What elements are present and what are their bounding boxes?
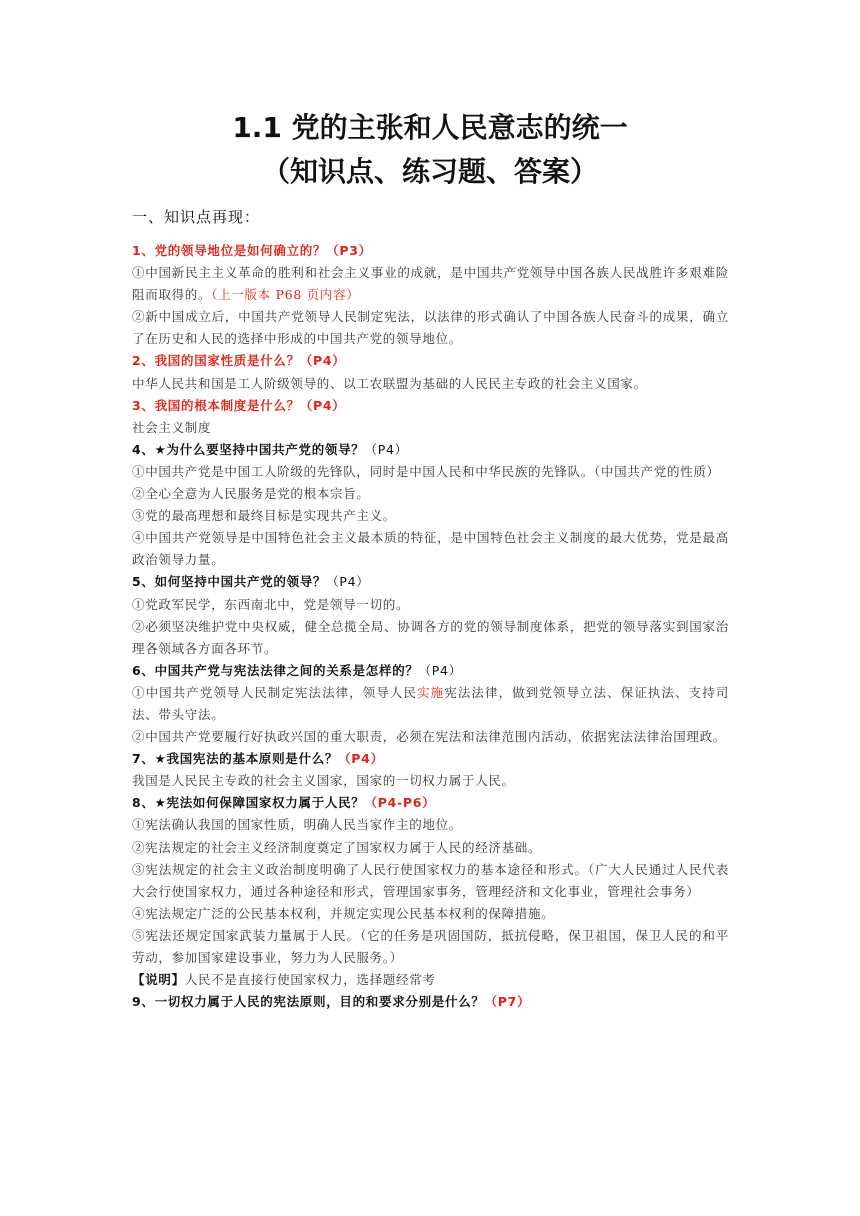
question-1: 1、党的领导地位是如何确立的？（P3）: [132, 243, 372, 258]
answer-3: 社会主义制度: [132, 419, 212, 435]
question-6: 6、中国共产党与宪法法律之间的关系是怎样的？（P4）: [132, 662, 462, 678]
answer-4-3: ③党的最高理想和最终目标是实现共产主义。: [132, 508, 397, 524]
answer-8-5: ⑤宪法还规定国家武装力量属于人民。（它的任务是巩固国防，抵抗侵略，保卫祖国，保卫人民的和平劳动，参加国家建设事业，努力为人民服务。）: [132, 927, 729, 965]
answer-1-1: ①中国新民主主义革命的胜利和社会主义事业的成就，是中国共产党领导中国各族人民战胜许多艰难险阻而取得的。（上一版本 P68 页内容）: [132, 265, 729, 303]
question-3: 3、我国的根本制度是什么？（P4）: [132, 397, 346, 413]
answer-2: 中华人民共和国是工人阶级领导的、以工农联盟为基础的人民民主专政的社会主义国家。: [132, 375, 647, 391]
question-9: 9、一切权力属于人民的宪法原则，目的和要求分别是什么？（P7）: [132, 994, 531, 1010]
question-5: 5、如何坚持中国共产党的领导？（P4）: [132, 574, 370, 590]
question-7: 7、★我国宪法的基本原则是什么？（P4）: [132, 751, 384, 767]
answer-4-2: ②全心全意为人民服务是党的根本宗旨。: [132, 486, 370, 502]
answer-8-1: ①宪法确认我国的国家性质，明确人民当家作主的地位。: [132, 817, 463, 833]
answer-6-1: ①中国共产党领导人民制定宪法法律，领导人民实施宪法法律，做到党领导立法、保证执法、支持司法、带头守法。: [132, 684, 729, 722]
version-note: （上一版本 P68 页内容）: [211, 287, 360, 303]
question-4: 4、★为什么要坚持中国共产党的领导？（P4）: [132, 441, 408, 457]
answer-7: 我国是人民民主专政的社会主义国家，国家的一切权力属于人民。: [132, 773, 515, 789]
question-2: 2、我国的国家性质是什么？（P4）: [132, 353, 346, 369]
document-subtitle: （知识点、练习题、答案）: [261, 155, 598, 188]
knowledge-points: [132, 240, 729, 1013]
answer-5-2: ②必须坚决维护党中央权威，健全总揽全局、协调各方的党的领导制度体系，把党的领导落实到国家治理各领域各方面各环节。: [132, 618, 729, 656]
answer-1-2: ②新中国成立后，中国共产党领导人民制定宪法，以法律的形式确认了中国各族人民奋斗的成果，确立了在历史和人民的选择中形成的中国共产党的领导地位。: [132, 309, 729, 347]
answer-8-4: ④宪法规定广泛的公民基本权利，并规定实现公民基本权利的保障措施。: [132, 905, 555, 921]
section-heading: 一、知识点再现：: [132, 208, 261, 226]
highlight-word: 实施: [417, 684, 445, 700]
answer-4-4: ④中国共产党领导是中国特色社会主义最本质的特征，是中国特色社会主义制度的最大优势，党是最高政治领导力量。: [132, 530, 729, 568]
answer-8-3: ③宪法规定的社会主义政治制度明确了人民行使国家权力的基本途径和形式。（广大人民通过人民代表大会行使国家权力，通过各种途径和形式，管理国家事务，管理经济和文化事业，管理社会事务）: [132, 861, 729, 899]
question-8: 8、★宪法如何保障国家权力属于人民？（P4-P6）: [132, 795, 436, 811]
answer-8-2: ②宪法规定的社会主义经济制度奠定了国家权力属于人民的经济基础。: [132, 839, 542, 855]
note-8: 【说明】人民不是直接行使国家权力，选择题经常考: [132, 972, 436, 988]
answer-6-2: ②中国共产党要履行好执政兴国的重大职责，必须在宪法和法律范围内活动，依据宪法法律治国理政。: [132, 729, 727, 745]
answer-5-1: ①党政军民学，东西南北中，党是领导一切的。: [132, 596, 410, 612]
answer-4-1: ①中国共产党是中国工人阶级的先锋队，同时是中国人民和中华民族的先锋队。（中国共产党的性质）: [132, 463, 720, 479]
document-title: 1.1 党的主张和人民意志的统一: [232, 111, 628, 144]
